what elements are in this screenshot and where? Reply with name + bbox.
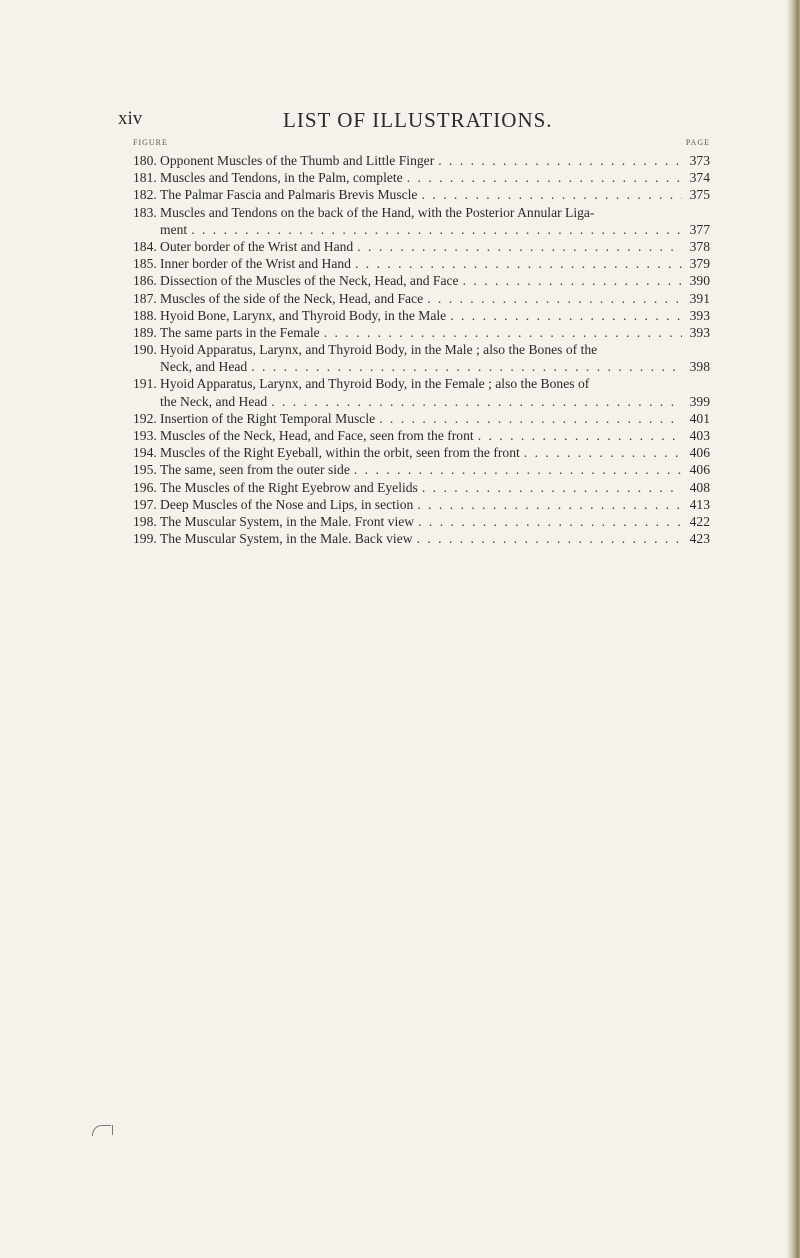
- dot-leader: [417, 496, 682, 513]
- page-number: 423: [689, 531, 710, 547]
- list-item: [133, 169, 710, 186]
- page-number: 378: [689, 238, 710, 254]
- dot-leader: [191, 221, 682, 238]
- figure-number: 192.: [133, 410, 157, 426]
- list-item: [133, 427, 710, 444]
- dot-leader: [357, 238, 682, 255]
- list-item: [133, 496, 710, 513]
- dot-leader: [324, 324, 682, 341]
- figure-title: The Muscular System, in the Male. Back view: [160, 531, 413, 547]
- figure-title: Opponent Muscles of the Thumb and Little Finger: [160, 153, 435, 168]
- list-item: [133, 272, 710, 289]
- figure-number: 194.: [133, 445, 157, 461]
- figure-number: 187.: [133, 290, 157, 306]
- list-item: [133, 152, 710, 169]
- list-item: [133, 186, 710, 203]
- figure-title: Insertion of the Right Temporal Muscle: [160, 410, 376, 426]
- entry-line: [133, 307, 710, 324]
- page-number: 398: [689, 359, 710, 375]
- illustration-list: [133, 152, 710, 547]
- entry-line: [133, 375, 710, 392]
- figure-title: the Neck, and Head: [160, 393, 268, 409]
- figure-title: Outer border of the Wrist and Hand: [160, 238, 354, 254]
- list-item: [133, 444, 710, 461]
- page-number: 399: [689, 393, 710, 409]
- figure-title: The Palmar Fascia and Palmaris Brevis Muscle: [160, 187, 418, 203]
- page-number: 401: [689, 410, 710, 426]
- entry-line: [133, 169, 710, 186]
- entry-line: [133, 461, 710, 478]
- page-number: 393: [689, 307, 710, 323]
- dot-leader: [355, 255, 682, 272]
- dot-leader: [478, 427, 682, 444]
- page-number: 373: [689, 153, 710, 168]
- dot-leader: [354, 461, 682, 478]
- figure-number: 198.: [133, 513, 157, 529]
- page-header: [118, 108, 718, 132]
- figure-number: 189.: [133, 324, 157, 340]
- entry-line: [133, 444, 710, 461]
- dot-leader: [463, 272, 682, 289]
- dot-leader: [379, 410, 682, 427]
- column-headings: [133, 138, 710, 150]
- entry-line: [133, 204, 710, 221]
- dot-leader: [438, 152, 682, 169]
- figure-title: Inner border of the Wrist and Hand: [160, 256, 351, 272]
- list-item: [133, 410, 710, 427]
- dot-leader: [422, 479, 682, 496]
- margin-mark: [92, 1125, 111, 1136]
- entry-line: [133, 427, 710, 444]
- figure-number: 182.: [133, 187, 157, 203]
- dot-leader: [251, 358, 682, 375]
- figure-title: Muscles and Tendons, in the Palm, complete: [160, 170, 403, 186]
- entry-line: [133, 290, 710, 307]
- page-number: 413: [689, 496, 710, 512]
- entry-line: [133, 410, 710, 427]
- list-item: [133, 375, 710, 409]
- list-item: [133, 290, 710, 307]
- list-item: [133, 341, 710, 375]
- list-item: [133, 461, 710, 478]
- page-number: 374: [689, 170, 710, 186]
- figure-title: Muscles and Tendons on the back of the Hand, with the Posterior Annular Liga-: [160, 204, 595, 220]
- page-number: 393: [689, 324, 710, 340]
- figure-title: The Muscles of the Right Eyebrow and Eyelids: [160, 479, 418, 495]
- figure-number: 196.: [133, 479, 157, 495]
- figure-number: 183.: [133, 204, 157, 220]
- page-number: 406: [689, 445, 710, 461]
- page-number: 408: [689, 479, 710, 495]
- figure-title: The same, seen from the outer side: [160, 462, 350, 478]
- figure-title: ment: [160, 221, 188, 237]
- figure-number: 190.: [133, 342, 157, 358]
- figure-number: 180.: [133, 153, 157, 168]
- entry-line: [133, 152, 710, 169]
- entry-line: [133, 358, 710, 375]
- dot-leader: [421, 186, 682, 203]
- entry-line: [133, 238, 710, 255]
- entry-line: [133, 272, 710, 289]
- figure-number: 181.: [133, 170, 157, 186]
- list-item: [133, 238, 710, 255]
- entry-line: [133, 513, 710, 530]
- dot-leader: [427, 290, 682, 307]
- figure-number: 185.: [133, 256, 157, 272]
- figure-title: Hyoid Apparatus, Larynx, and Thyroid Body, in the Male ; also the Bones of the: [160, 342, 598, 358]
- entry-line: [133, 496, 710, 513]
- page-number: 391: [689, 290, 710, 306]
- page-number: 390: [689, 273, 710, 289]
- figure-title: Hyoid Apparatus, Larynx, and Thyroid Body, in the Female ; also the Bones of: [160, 376, 590, 392]
- figure-title: Deep Muscles of the Nose and Lips, in section: [160, 496, 414, 512]
- entry-line: [133, 341, 710, 358]
- entry-line: [133, 186, 710, 203]
- list-item: [133, 204, 710, 238]
- page-edge: [786, 0, 800, 1258]
- page-number: 422: [689, 513, 710, 529]
- dot-leader: [271, 393, 682, 410]
- page-number: 377: [689, 221, 710, 237]
- figure-number: 191.: [133, 376, 157, 392]
- dot-leader: [524, 444, 682, 461]
- figure-title: Muscles of the side of the Neck, Head, and Face: [160, 290, 424, 306]
- figure-title: Neck, and Head: [160, 359, 248, 375]
- page-number: 406: [689, 462, 710, 478]
- figure-number: 186.: [133, 273, 157, 289]
- figure-number: 188.: [133, 307, 157, 323]
- list-item: [133, 513, 710, 530]
- entry-line: [133, 221, 710, 238]
- figure-number: 195.: [133, 462, 157, 478]
- page-number: 375: [689, 187, 710, 203]
- dot-leader: [407, 169, 682, 186]
- page-column-heading: PAGE: [685, 138, 710, 147]
- page-number: 403: [689, 428, 710, 443]
- page-number: 379: [689, 256, 710, 272]
- figure-title: Muscles of the Neck, Head, and Face, seen from the front: [160, 428, 474, 443]
- running-title: LIST OF ILLUSTRATIONS.: [283, 108, 553, 132]
- entry-line: [133, 255, 710, 272]
- list-item: [133, 324, 710, 341]
- figure-title: Dissection of the Muscles of the Neck, Head, and Face: [160, 273, 459, 289]
- entry-line: [133, 324, 710, 341]
- entry-line: [133, 479, 710, 496]
- figure-title: The Muscular System, in the Male. Front view: [160, 513, 415, 529]
- page-folio: xiv: [118, 108, 143, 129]
- list-item: [133, 307, 710, 324]
- figure-number: 199.: [133, 531, 157, 547]
- list-item: [133, 255, 710, 272]
- figure-number: 184.: [133, 238, 157, 254]
- figure-title: Hyoid Bone, Larynx, and Thyroid Body, in the Male: [160, 307, 447, 323]
- figure-column-heading: FIGURE: [133, 138, 168, 147]
- entry-line: [133, 393, 710, 410]
- list-item: [133, 530, 710, 547]
- dot-leader: [450, 307, 682, 324]
- figure-number: 197.: [133, 496, 157, 512]
- dot-leader: [417, 530, 682, 547]
- figure-number: 193.: [133, 428, 157, 443]
- dot-leader: [418, 513, 682, 530]
- figure-title: Muscles of the Right Eyeball, within the orbit, seen from the front: [160, 445, 520, 461]
- list-item: [133, 479, 710, 496]
- figure-title: The same parts in the Female: [160, 324, 320, 340]
- entry-line: [133, 530, 710, 547]
